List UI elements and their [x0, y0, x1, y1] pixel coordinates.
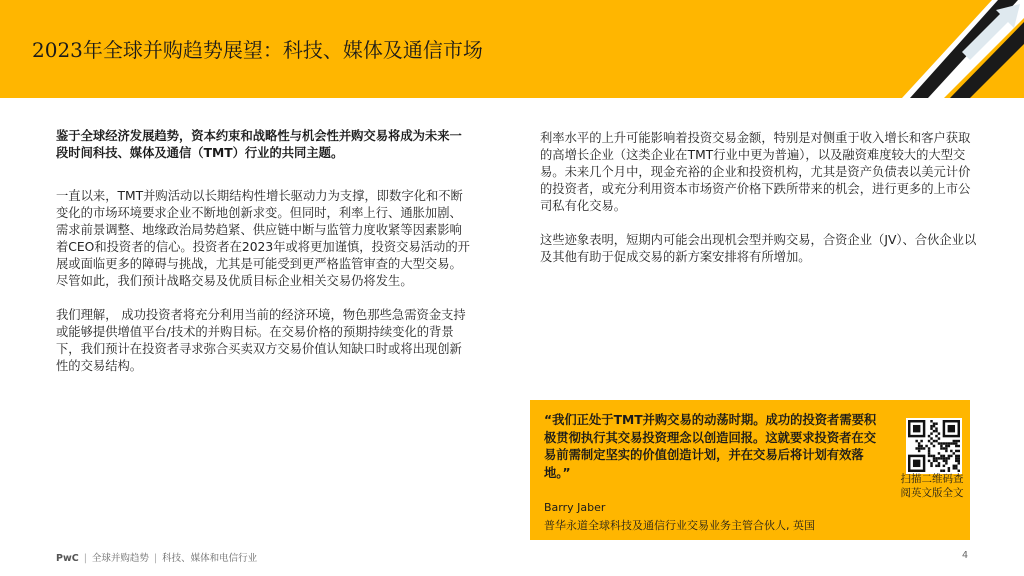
page-number: 4 — [961, 550, 968, 561]
body-paragraph: 这些迹象表明，短期内可能会出现机会型并购交易，合资企业（JV）、合伙企业以及其他有助于促成交易的新方案安排将有所增加。 — [540, 233, 977, 264]
footer-section: 全球并购趋势 — [91, 553, 149, 564]
qr-code-icon[interactable] — [906, 418, 962, 474]
quote-text: “我们正处于TMT并购交易的动荡时期。成功的投资者需要积极贯彻执行其交易投资理念以创造回报。这就要求投资者在交易前需制定坚实的价值创造计划，并在交易后将计划有效落地。” — [544, 413, 877, 480]
page-title: 2023年全球并购趋势展望：科技、媒体及通信市场 — [32, 38, 483, 62]
arrow-graphic — [874, 0, 1024, 98]
body-paragraph: 我们理解， 成功投资者将充分利用当前的经济环境，物色那些急需资金支持或能够提供增值平台/技术的并购目标。在交易价格的预期持续变化的背景下，我们预计在投资者寻求弥合买卖双方交易价值认知缺口时或将出现创新性的交易结构。 — [56, 308, 466, 373]
quote-author-name: Barry Jaber — [544, 501, 606, 514]
body-paragraph: 一直以来，TMT并购活动以长期结构性增长驱动力为支撑，即数字化和不断变化的市场环境要求企业不断地创新求变。但同时，利率上行、通胀加剧、需求前景调整、地缘政治局势趋紧、供应链中断与监管力度收紧等因素影响着CEO和投资者的信心。投资者在2023年或将更加谨慎，投资交易活动的开展或面临更多的障碍与挑战，尤其是可能受到更严格监管审查的大型交易。尽管如此，我们预计战略交易及优质目标企业相关交易仍将发生。 — [56, 189, 470, 288]
qr-caption: 扫描二维码查阅英文版全文 — [900, 473, 964, 499]
footer-section: 科技、媒体和电信行业 — [162, 553, 258, 564]
quote-author-role: 普华永道全球科技及通信行业交易业务主管合伙人, 英国 — [544, 519, 815, 532]
header-band — [0, 0, 1024, 98]
lead-statement: 鉴于全球经济发展趋势，资本约束和战略性与机会性并购交易将成为未来一段时间科技、媒体及通信（TMT）行业的共同主题。 — [56, 129, 462, 160]
quote-box — [530, 400, 970, 540]
left-column — [56, 128, 474, 392]
body-paragraph: 利率水平的上升可能影响着投资交易金额，特别是对侧重于收入增长和客户获取的高增长企业（这类企业在TMT行业中更为普遍），以及融资难度较大的大型交易。未来几个月中，现金充裕的企业和投资机构，尤其是资产负债表以美元计价的投资者，或充分利用资本市场资产价格下跌所带来的机会，进行更多的上市公司私有化交易。 — [540, 131, 971, 213]
footer: PwC | 全球并购趋势 | 科技、媒体和电信行业 — [56, 553, 258, 564]
right-column — [540, 130, 980, 283]
footer-brand: PwC — [56, 553, 79, 564]
